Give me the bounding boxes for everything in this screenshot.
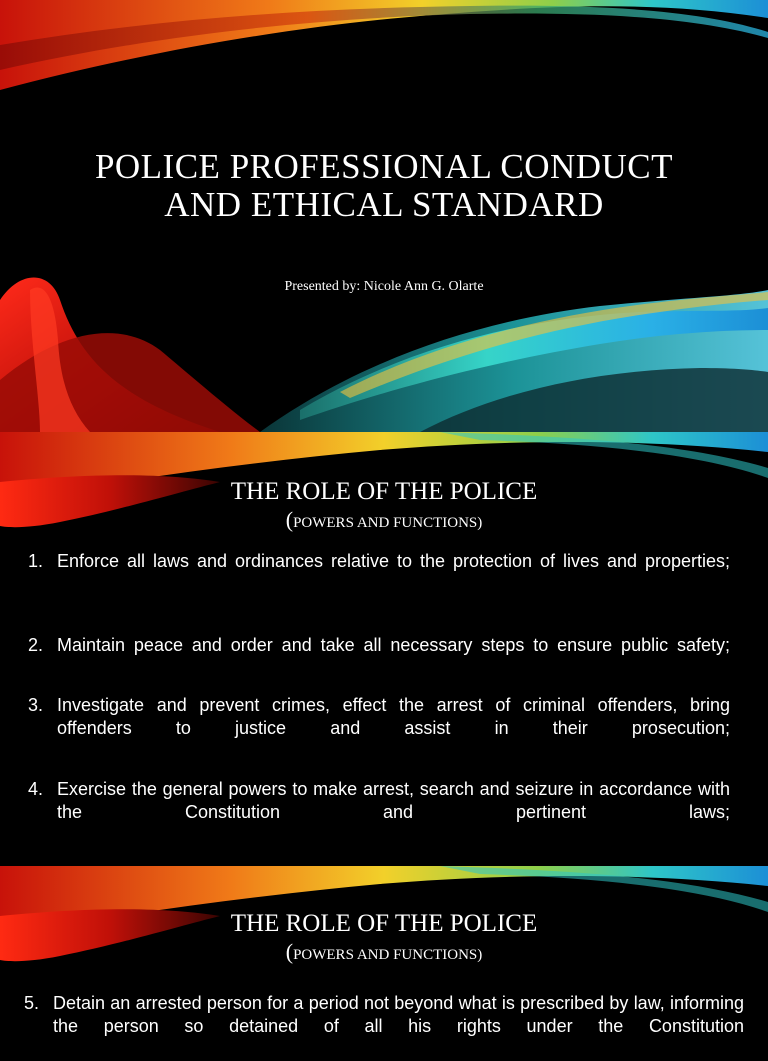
list-item — [24, 992, 744, 1061]
title-line-1: POLICE PROFESSIONAL CONDUCT — [94, 147, 674, 186]
slide-heading — [0, 478, 768, 535]
page-title — [0, 148, 768, 224]
list-number: 2. — [28, 635, 44, 655]
slide-title: THE ROLE OF THE POLICE — [230, 910, 538, 937]
subtitle-text: POWERS AND FUNCTIONS) — [293, 947, 483, 963]
list-text: Detain an arrested person for a period not beyond what is prescribed by law, informing the person so detained of all his rights under the Constitution — [53, 993, 744, 1036]
subtitle-paren: ( — [285, 939, 294, 964]
list-text: Exercise the general powers to make arrest, search and seizure in accordance with the Constitution and pertinent laws; — [57, 779, 730, 822]
presenter-text: Presented by: Nicole Ann G. Olarte — [284, 279, 484, 294]
list-number: 4. — [28, 779, 44, 799]
slide-subtitle — [0, 508, 768, 535]
list-text: Maintain peace and order and take all necessary steps to ensure public safety; — [57, 635, 730, 655]
list-number: 1. — [28, 551, 44, 571]
list-text: Investigate and prevent crimes, effect the arrest of criminal offenders, bring offenders to justice and assist in their prosecution; — [57, 695, 730, 738]
subtitle-text: POWERS AND FUNCTIONS) — [293, 515, 483, 531]
slide-heading — [0, 910, 768, 967]
slide-title: THE ROLE OF THE POLICE — [230, 478, 538, 505]
content-slide-1 — [0, 432, 768, 866]
list-item — [28, 550, 730, 596]
title-slide — [0, 0, 768, 432]
list-text: Enforce all laws and ordinances relative to the protection of lives and properties; — [57, 551, 730, 571]
title-line-2: AND ETHICAL STANDARD — [164, 185, 604, 224]
slide-subtitle — [0, 940, 768, 967]
list-item — [28, 694, 730, 763]
content-slide-2 — [0, 866, 768, 1036]
list-number: 3. — [28, 695, 44, 715]
list-item — [28, 634, 730, 680]
list-item — [28, 778, 730, 847]
list-number: 5. — [24, 993, 40, 1013]
subtitle-paren: ( — [285, 507, 294, 532]
